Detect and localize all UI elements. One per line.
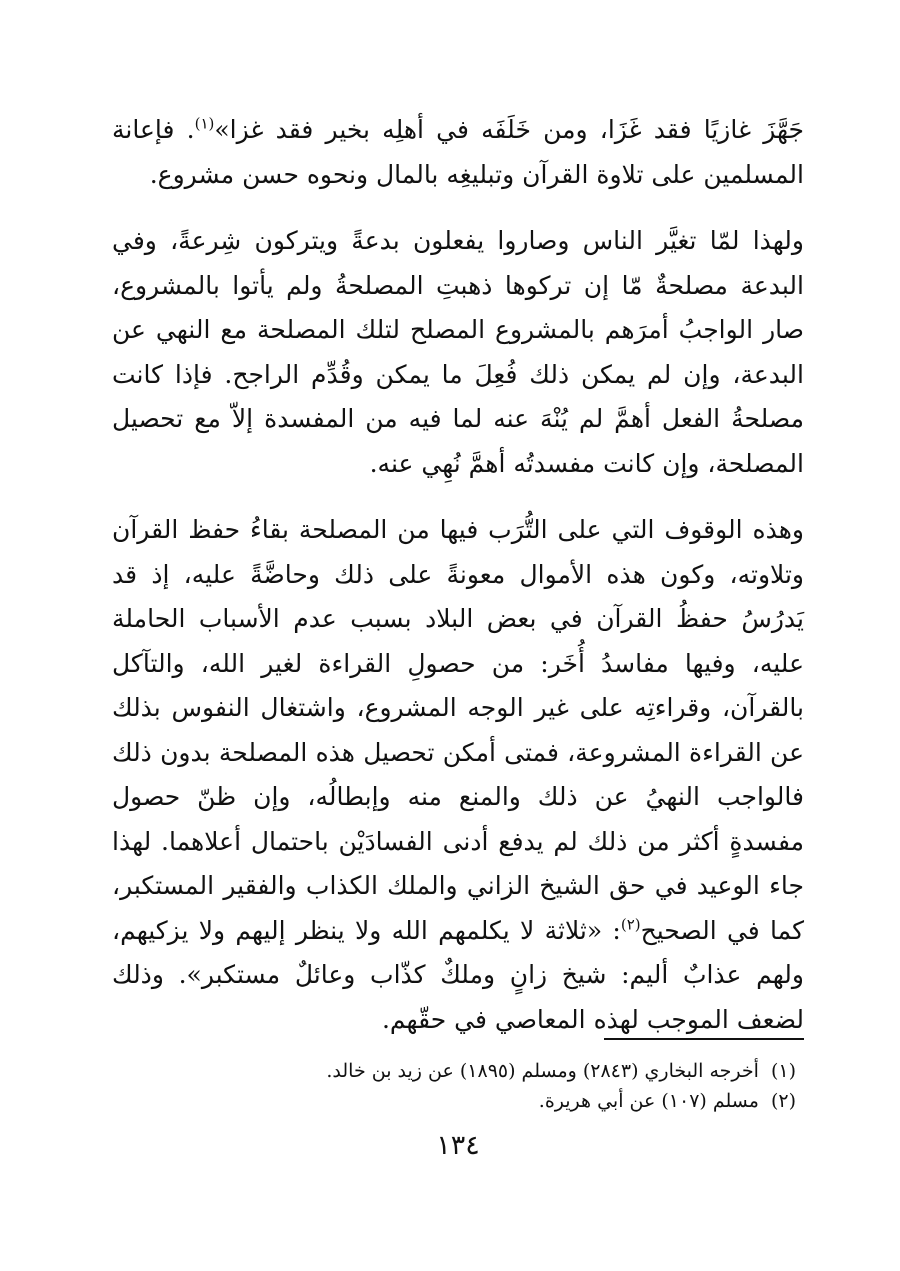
footnote-2-number: (٢) bbox=[770, 1090, 796, 1112]
footnote-1 bbox=[112, 1056, 804, 1086]
footnote-ref-1[interactable]: (١) bbox=[194, 114, 215, 133]
paragraph-1-text-b: . فإعانة المسلمين على تلاوة القرآن وتبليغِه بالمال ونحوه حسن مشروع. bbox=[112, 115, 804, 189]
footnote-ref-2[interactable]: (٢) bbox=[620, 915, 641, 934]
book-page bbox=[112, 108, 804, 1238]
footnote-2 bbox=[112, 1086, 804, 1116]
footnote-2-text: مسلم (١٠٧) عن أبي هريرة. bbox=[538, 1090, 759, 1112]
footnotes bbox=[112, 1056, 804, 1116]
paragraph-3-text-a: وهذه الوقوف التي على التُّرَب فيها من المصلحة بقاءُ حفظ القرآن وتلاوته، وكون هذه الأموال معونةً على ذلك وحاضَّةً عليه، إذ قد يَدرُسُ حفظُ القرآن في بعض البلاد بسبب عدم الأسباب الحاملة عليه، وفيها مفاسدُ أُخَر: من حصولِ القراءة لغير الله، والتآكل بالقرآن، وقراءتِه على غير الوجه المشروع، واشتغال النفوس بذلك عن القراءة المشروعة، فمتى أمكن تحصيل هذه المصلحة بدون ذلك فالواجب النهيُ عن ذلك والمنع منه وإبطالُه، وإن ظنّ حصول مفسدةٍ أكثر من ذلك لم يدفع أدنى الفسادَيْن باحتمال أعلاهما. لهذا جاء الوعيد في حق الشيخ الزاني والملك الكذاب والفقير المستكبر، كما في الصحيح bbox=[112, 515, 805, 945]
paragraph-3 bbox=[112, 508, 804, 1042]
footnote-1-number: (١) bbox=[770, 1060, 796, 1082]
paragraph-1-text-a: جَهَّزَ غازيًا فقد غَزَا، ومن خَلَفَه في أهلِه بخير فقد غزا» bbox=[214, 115, 804, 144]
page-number: ١٣٤ bbox=[436, 1130, 480, 1161]
paragraph-1 bbox=[112, 108, 804, 197]
paragraph-2: ولهذا لمّا تغيَّر الناس وصاروا يفعلون بدعةً ويتركون شِرعةً، وفي البدعة مصلحةٌ مّا إن تركوها ذهبتِ المصلحةُ ولم يأتوا بالمشروع، صار الواجبُ أمرَهم بالمشروع المصلح لتلك المصلحة مع النهي عن البدعة، وإن لم يمكن ذلك فُعِلَ ما يمكن وقُدِّم الراجح. فإذا كانت مصلحةُ الفعل أهمَّ لم يُنْهَ عنه لما فيه من المفسدة إلاّ مع تحصيل المصلحة، وإن كانت مفسدتُه أهمَّ نُهِي عنه. bbox=[112, 226, 804, 478]
footnote-separator bbox=[604, 1038, 804, 1040]
paragraph-3-text-b: : «ثلاثة لا يكلمهم الله ولا ينظر إليهم ولا يزكيهم، ولهم عذابٌ أليم: شيخ زانٍ وملكٌ كذّاب وعائلٌ مستكبر». وذلك لضعف الموجب لهذه المعاصي في حقّهم. bbox=[112, 915, 804, 1034]
footnote-1-text: أخرجه البخاري (٢٨٤٣) ومسلم (١٨٩٥) عن زيد بن خالد. bbox=[326, 1060, 759, 1082]
